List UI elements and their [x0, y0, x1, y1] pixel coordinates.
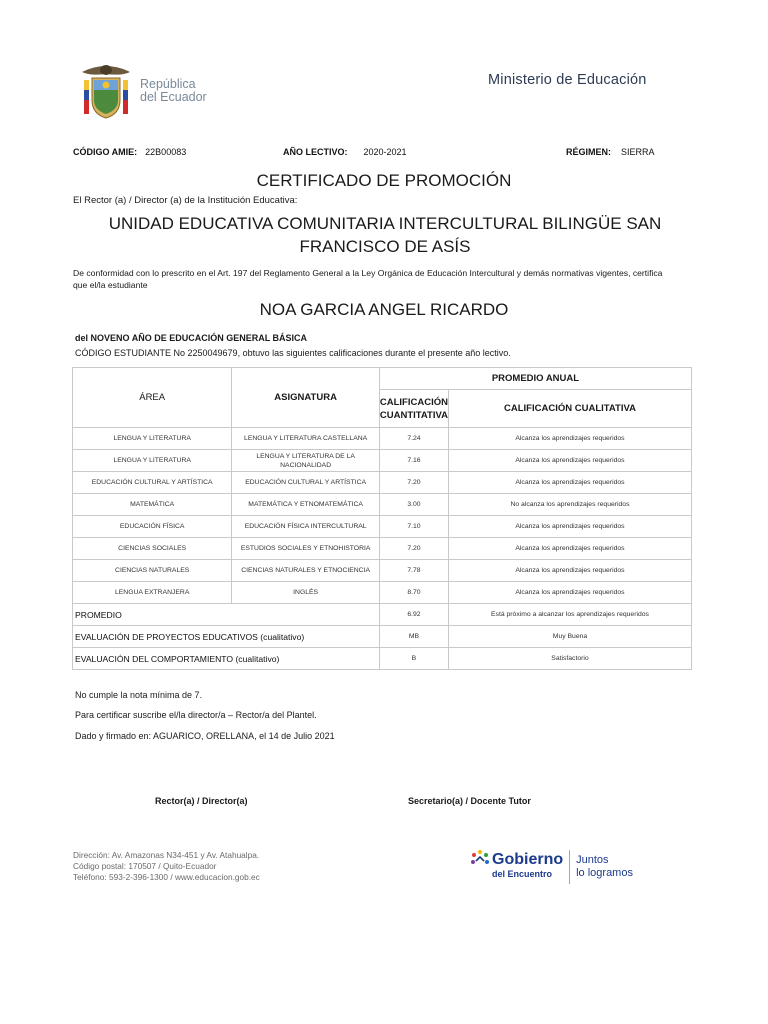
header-area: ÁREA	[73, 368, 232, 428]
header-asignatura: ASIGNATURA	[232, 368, 380, 428]
grades-table	[72, 367, 692, 670]
cell-cualitativa: Alcanza los aprendizajes requeridos	[448, 450, 691, 472]
anio-value: 2020-2021	[363, 147, 407, 157]
cell-cualitativa: No alcanza los aprendizajes requeridos	[448, 494, 691, 516]
cell-cualitativa: Alcanza los aprendizajes requeridos	[448, 472, 691, 494]
ministerio-title: Ministerio de Educación	[488, 72, 647, 88]
rep-line2: del Ecuador	[140, 90, 207, 104]
cell-area: CIENCIAS SOCIALES	[73, 538, 232, 560]
nivel-line	[75, 333, 307, 343]
cell-cualitativa: Alcanza los aprendizajes requeridos	[448, 560, 691, 582]
proyectos-cuantitativa: MB	[379, 626, 448, 648]
table-row	[73, 494, 692, 516]
cell-asignatura: EDUCACIÓN FÍSICA INTERCULTURAL	[232, 516, 380, 538]
republica-logo	[78, 60, 228, 122]
promedio-row	[73, 604, 692, 626]
cell-asignatura: ESTUDIOS SOCIALES Y ETNOHISTORIA	[232, 538, 380, 560]
conformidad-text: De conformidad con lo prescrito en el Art. 197 del Reglamento General a la Ley Orgánica de Educación Intercultural y demás normativas vigentes, certifica que el/la estudiante	[73, 268, 663, 290]
note-certify: Para certificar suscribe el/la director/a – Rector/a del Plantel.	[75, 710, 317, 720]
gobierno-logo	[470, 842, 660, 892]
signature-secretario: Secretario(a) / Docente Tutor	[408, 796, 531, 806]
comportamiento-label: EVALUACIÓN DEL COMPORTAMIENTO (cualitativo)	[73, 648, 380, 670]
gobierno-word: Gobierno	[492, 851, 564, 868]
header-cualitativa: CALIFICACIÓN CUALITATIVA	[448, 390, 691, 428]
comportamiento-cualitativa: Satisfactorio	[448, 648, 691, 670]
cell-cuantitativa: 7.24	[379, 428, 448, 450]
note-signed-place-date: Dado y firmado en: AGUARICO, ORELLANA, el 14 de Julio 2021	[75, 731, 335, 741]
gobierno-mark-icon	[470, 849, 490, 885]
codigo-line: CÓDIGO ESTUDIANTE No 2250049679, obtuvo las siguientes calificaciones durante el presente año lectivo.	[75, 348, 511, 358]
anio-field	[283, 147, 407, 157]
encuentro-word: del Encuentro	[492, 869, 553, 879]
cell-cuantitativa: 7.20	[379, 538, 448, 560]
table-row	[73, 582, 692, 604]
cell-area: LENGUA Y LITERATURA	[73, 450, 232, 472]
coat-of-arms-icon	[78, 60, 134, 122]
table-row	[73, 450, 692, 472]
gobierno-motto	[576, 854, 633, 880]
note-minimum-grade: No cumple la nota mínima de 7.	[75, 690, 203, 700]
signature-rector: Rector(a) / Director(a)	[155, 796, 248, 806]
cell-cuantitativa: 8.70	[379, 582, 448, 604]
cell-area: MATEMÁTICA	[73, 494, 232, 516]
cell-cuantitativa: 7.10	[379, 516, 448, 538]
footer-direccion: Dirección: Av. Amazonas N34-451 y Av. Atahualpa.	[73, 850, 260, 860]
proyectos-label: EVALUACIÓN DE PROYECTOS EDUCATIVOS (cualitativo)	[73, 626, 380, 648]
motto-line1: Juntos	[576, 854, 609, 866]
cell-cualitativa: Alcanza los aprendizajes requeridos	[448, 428, 691, 450]
footer-address	[73, 850, 260, 883]
regimen-label: RÉGIMEN:	[566, 147, 611, 157]
promedio-cuantitativa: 6.92	[379, 604, 448, 626]
cell-cuantitativa: 7.20	[379, 472, 448, 494]
amie-field	[73, 147, 186, 157]
rector-line: El Rector (a) / Director (a) de la Institución Educativa:	[73, 195, 298, 206]
proyectos-row	[73, 626, 692, 648]
cell-asignatura: EDUCACIÓN CULTURAL Y ARTÍSTICA	[232, 472, 380, 494]
cell-asignatura: CIENCIAS NATURALES Y ETNOCIENCIA	[232, 560, 380, 582]
table-row	[73, 428, 692, 450]
cell-area: LENGUA Y LITERATURA	[73, 428, 232, 450]
comportamiento-row	[73, 648, 692, 670]
footer-postal: Código postal: 170507 / Quito-Ecuador	[73, 861, 217, 871]
student-name: NOA GARCIA ANGEL RICARDO	[259, 300, 509, 319]
cell-area: EDUCACIÓN FÍSICA	[73, 516, 232, 538]
logo-divider	[569, 850, 570, 884]
header-cuantitativa: CALIFICACIÓN CUANTITATIVA	[379, 390, 448, 428]
cell-cuantitativa: 3.00	[379, 494, 448, 516]
nivel-prefix: del	[75, 333, 89, 343]
school-name: UNIDAD EDUCATIVA COMUNITARIA INTERCULTURAL BILINGÜE SAN FRANCISCO DE ASÍS	[108, 214, 662, 256]
cell-asignatura: MATEMÁTICA Y ETNOMATEMÁTICA	[232, 494, 380, 516]
cell-area: CIENCIAS NATURALES	[73, 560, 232, 582]
footer-telefono: Teléfono: 593-2-396-1300 / www.educacion.gob.ec	[73, 872, 260, 882]
anio-label: AÑO LECTIVO:	[283, 147, 348, 157]
comportamiento-cuantitativa: B	[379, 648, 448, 670]
amie-value: 22B00083	[145, 147, 187, 157]
proyectos-cualitativa: Muy Buena	[448, 626, 691, 648]
promedio-cualitativa: Está próximo a alcanzar los aprendizajes requeridos	[448, 604, 691, 626]
cell-cualitativa: Alcanza los aprendizajes requeridos	[448, 538, 691, 560]
table-row	[73, 538, 692, 560]
cell-asignatura: LENGUA Y LITERATURA DE LA NACIONALIDAD	[232, 450, 380, 472]
rep-line1: República	[140, 77, 196, 91]
table-row	[73, 516, 692, 538]
cell-area: EDUCACIÓN CULTURAL Y ARTÍSTICA	[73, 472, 232, 494]
nivel-text: NOVENO AÑO DE EDUCACIÓN GENERAL BÁSICA	[90, 333, 308, 343]
cell-cuantitativa: 7.16	[379, 450, 448, 472]
header-promedio-anual: PROMEDIO ANUAL	[379, 368, 691, 390]
amie-label: CÓDIGO AMIE:	[73, 147, 138, 157]
cell-cualitativa: Alcanza los aprendizajes requeridos	[448, 582, 691, 604]
cell-cualitativa: Alcanza los aprendizajes requeridos	[448, 516, 691, 538]
table-row	[73, 560, 692, 582]
motto-line2: lo logramos	[576, 867, 633, 879]
regimen-value: SIERRA	[621, 147, 655, 157]
cell-asignatura: INGLÉS	[232, 582, 380, 604]
certificate-title: CERTIFICADO DE PROMOCIÓN	[256, 171, 512, 190]
regimen-field	[566, 147, 655, 157]
promedio-label: PROMEDIO	[73, 604, 380, 626]
table-row	[73, 472, 692, 494]
cell-cuantitativa: 7.78	[379, 560, 448, 582]
cell-asignatura: LENGUA Y LITERATURA CASTELLANA	[232, 428, 380, 450]
cell-area: LENGUA EXTRANJERA	[73, 582, 232, 604]
